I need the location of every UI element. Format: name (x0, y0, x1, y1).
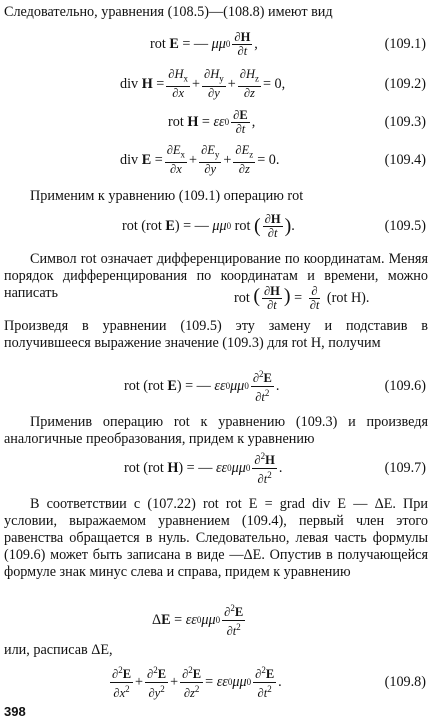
equation-109-5 (0, 208, 432, 244)
equation-109-6 (0, 368, 432, 404)
equation-109-3 (0, 104, 432, 140)
equation-109-2-body: div H = $\frac{\partial H_x}{\partial x}$ + $\frac{\partial H_y}{\partial y}$ + $\frac{\partial H_z}{\partial z}$ = 0, (120, 67, 286, 100)
equation-laplacian-body: Δ E = εε 0 μμ 0 $\frac{\partial^2E}{\partial t^2}$ (152, 603, 244, 638)
paragraph-or-expanding: или, расписав ΔE, (4, 642, 113, 658)
equation-number: (109.6) (384, 377, 426, 394)
equation-109-5-body: rot (rot E ) = — μμ 0 rot ( $\frac{\partial H}{\partial t}$ ) . (122, 211, 295, 240)
equation-109-6-body: rot (rot E ) = — εε 0 μμ 0 $\frac{\partial^2E}{\partial t^2}$ . (124, 369, 280, 404)
paragraph-symbol-rot-formula: rot ( $\frac{\partial H}{\partial t}$ ) = $\frac{\partial}{\partial t}$ (rot H). (234, 284, 370, 312)
equation-number: (109.4) (384, 151, 426, 168)
paragraph-apply-rot: Применим к уравнению (109.1) операцию rot (30, 188, 304, 204)
paragraph-substitution: Произведя в уравнении (109.5) эту замену и подставив в получившееся выражение значение (109.3) для rot H, получим (4, 318, 428, 351)
equation-laplacian (0, 602, 432, 638)
equation-number: (109.8) (384, 673, 426, 690)
page-number: 398 (4, 704, 26, 719)
equation-109-4-body: div E = $\frac{\partial E_x}{\partial x}$ + $\frac{\partial E_y}{\partial y}$ + $\frac{\partial E_z}{\partial z}$ = 0. (120, 143, 280, 176)
paragraph-intro: Следовательно, уравнения (108.5)—(108.8) имеют вид (4, 4, 333, 20)
inline-rot-h: (rot H). (326, 289, 370, 306)
equation-109-8 (0, 664, 432, 700)
equation-number: (109.5) (384, 217, 426, 234)
equation-109-7 (0, 450, 432, 486)
paragraph-apply-rot-h: Применив операцию rot к уравнению (109.3) и произведя аналогичные преобразования, придем к уравнению (4, 414, 428, 447)
equation-number: (109.1) (384, 35, 426, 52)
paragraph-correspondence: В соответствии с (107.22) rot rot E = grad div E — ΔE. При условии, выражаемом уравнением (109.4), первый член этого равенства обращается в нуль. Следовательно, левая часть формулы (109.6) может быть записана в виде —ΔE. Опустив в получающейся формуле знак минус слева и справа, придем к уравнению (4, 496, 428, 580)
equation-number: (109.3) (384, 113, 426, 130)
equation-109-2 (0, 66, 432, 102)
equation-109-4 (0, 142, 432, 178)
equation-109-8-body: $\frac{\partial^2E}{\partial x^2}$ + $\frac{\partial^2E}{\partial y^2}$ + $\frac{\partial^2E}{\partial z^2}$ = εε 0 μμ 0 $\frac{\partial^2E}{\partial t^2}$ . (112, 665, 282, 700)
equation-109-1 (0, 26, 432, 62)
equation-number: (109.7) (384, 459, 426, 476)
equation-109-7-body: rot (rot H ) = — εε 0 μμ 0 $\frac{\partial^2H}{\partial t^2}$ . (124, 451, 283, 486)
equation-109-1-body: rot E = — μμ 0 $\frac{\partial H}{\partial t}$ , (150, 29, 258, 58)
equation-109-3-body: rot H = εε 0 $\frac{\partial E}{\partial t}$ , (168, 107, 256, 136)
paragraph-symbol-rot: Символ rot означает дифференцирование по координатам. Меняя порядок дифференцирования по координатам и времени, можно написать (4, 251, 428, 301)
equation-number: (109.2) (384, 75, 426, 92)
